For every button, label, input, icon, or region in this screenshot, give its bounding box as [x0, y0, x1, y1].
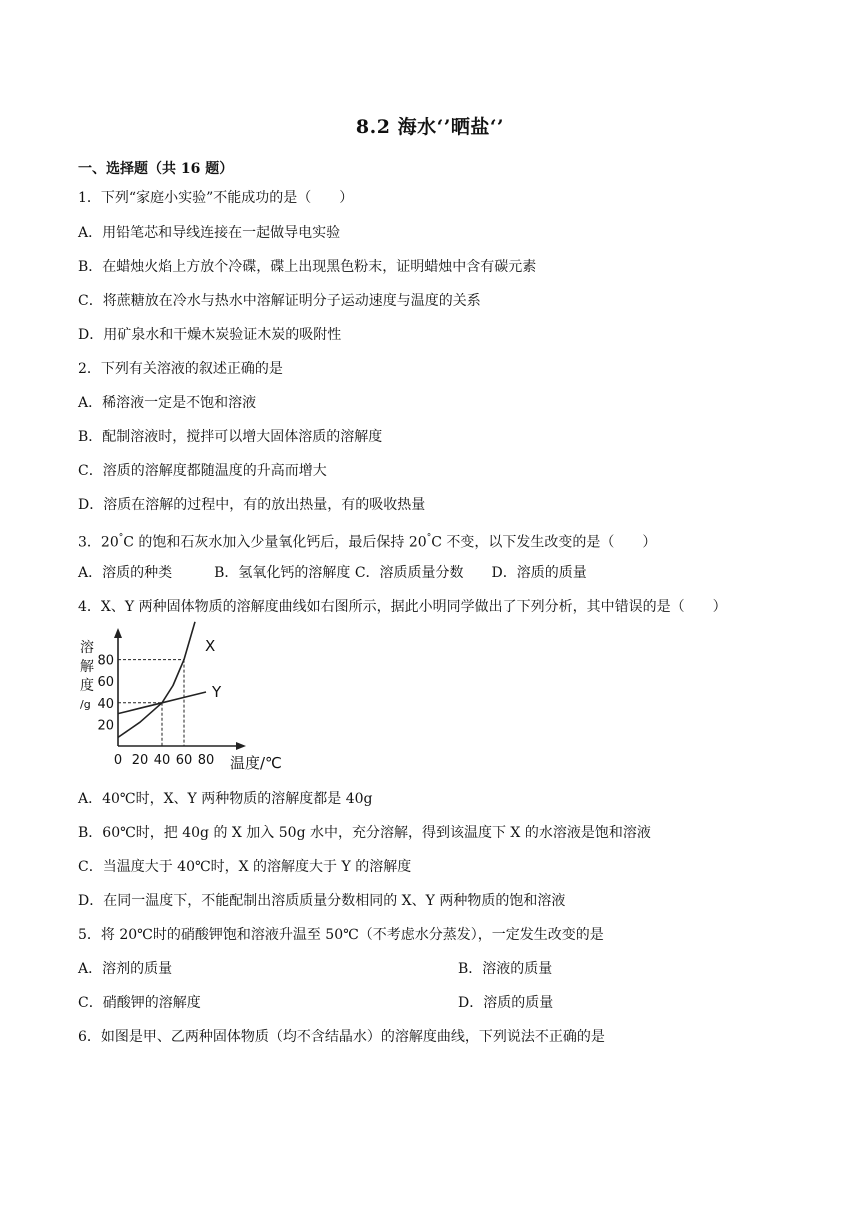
question-5-stem: 5．将 20℃时的硝酸钾饱和溶液升温至 50℃（不考虑水分蒸发），一定发生改变的是 [78, 927, 604, 943]
question-2-option-c: C．溶质的溶解度都随温度的升高而增大 [78, 463, 327, 479]
x-tick-label: 80 [197, 753, 215, 768]
question-4-option-d: D．在同一温度下，不能配制出溶质质量分数相同的 X、Y 两种物质的饱和溶液 [78, 893, 566, 909]
y-axis-label-char: /g [80, 698, 91, 711]
question-1-option-c: C．将蔗糖放在冷水与热水中溶解证明分子运动速度与温度的关系 [78, 293, 481, 309]
y-tick-label: 60 [97, 675, 114, 691]
q3-temp-2: 20 [408, 534, 427, 551]
question-2-stem: 2．下列有关溶液的叙述正确的是 [78, 361, 283, 377]
q3-degree-2: ° [426, 533, 432, 543]
series-label-x: X [205, 637, 216, 655]
question-5-option-b: B．溶液的质量 [458, 961, 553, 977]
q3-temp-1: 20 [100, 534, 119, 551]
y-tick-label: 20 [97, 718, 114, 734]
y-axis-label-char: 溶 [80, 640, 94, 656]
question-4-option-b: B．60℃时，把 40g 的 X 加入 50g 水中，充分溶解，得到该温度下 X 的水溶液是饱和溶液 [78, 825, 651, 841]
q3-degree-1: ° [118, 533, 124, 543]
section-title: 一、选择题（共 16 题） [78, 161, 234, 177]
question-1-option-d: D．用矿泉水和干燥木炭验证木炭的吸附性 [78, 327, 342, 343]
x-tick-label: 60 [175, 753, 193, 768]
question-1-option-b: B．在蜡烛火焰上方放个冷碟，碟上出现黑色粉末，证明蜡烛中含有碳元素 [78, 259, 537, 275]
question-4-option-a: A．40℃时，X、Y 两种物质的溶解度都是 40g [78, 791, 373, 807]
q3-number: 3． [78, 534, 101, 551]
q3-text-1: C 的饱和石灰水加入少量氧化钙后，最后保持 [123, 534, 409, 551]
x-tick-label: 40 [153, 753, 171, 768]
question-2-option-d: D．溶质在溶解的过程中，有的放出热量，有的吸收热量 [78, 497, 426, 513]
series-line-x [118, 622, 195, 738]
y-axis-label-char: 解 [80, 659, 94, 675]
question-6-stem: 6．如图是甲、乙两种固体物质（均不含结晶水）的溶解度曲线，下列说法不正确的是 [78, 1029, 605, 1045]
page-title: 8.2 海水‘’晒盐‘’ [355, 116, 505, 138]
y-axis-arrow [114, 628, 122, 638]
question-5-option-d: D．溶质的质量 [458, 995, 554, 1011]
question-3-options: A．溶质的种类 B．氢氧化钙的溶解度 C．溶质质量分数 D．溶质的质量 [78, 565, 587, 581]
question-1-stem: 1．下列“家庭小实验”不能成功的是（ ） [78, 190, 354, 206]
question-5-option-a: A．溶剂的质量 [78, 961, 173, 977]
question-1-option-a: A．用铅笔芯和导线连接在一起做导电实验 [78, 225, 341, 241]
question-4-stem: 4．X、Y 两种固体物质的溶解度曲线如右图所示，据此小明同学做出了下列分析，其中错误的是（ ） [78, 599, 727, 615]
question-3-stem [78, 530, 656, 552]
x-tick-label: 0 [113, 753, 123, 768]
question-5-row-2 [78, 994, 778, 1012]
series-label-y: Y [212, 683, 222, 701]
solubility-chart [78, 628, 282, 778]
x-tick-label: 20 [131, 753, 149, 768]
y-tick-label: 40 [97, 696, 114, 712]
y-tick-label: 80 [97, 653, 114, 669]
question-4-option-c: C．当温度大于 40℃时，X 的溶解度大于 Y 的溶解度 [78, 859, 412, 875]
question-5-row-1 [78, 960, 778, 978]
question-5-option-c: C．硝酸钾的溶解度 [78, 995, 201, 1011]
x-axis-label: 温度/℃ [230, 754, 282, 772]
question-2-option-b: B．配制溶液时，搅拌可以增大固体溶质的溶解度 [78, 429, 383, 445]
x-axis-arrow [236, 742, 246, 750]
y-axis-label-char: 度 [80, 678, 94, 694]
q3-text-2: C 不变，以下发生改变的是（ ） [431, 534, 657, 551]
question-2-option-a: A．稀溶液一定是不饱和溶液 [78, 395, 257, 411]
